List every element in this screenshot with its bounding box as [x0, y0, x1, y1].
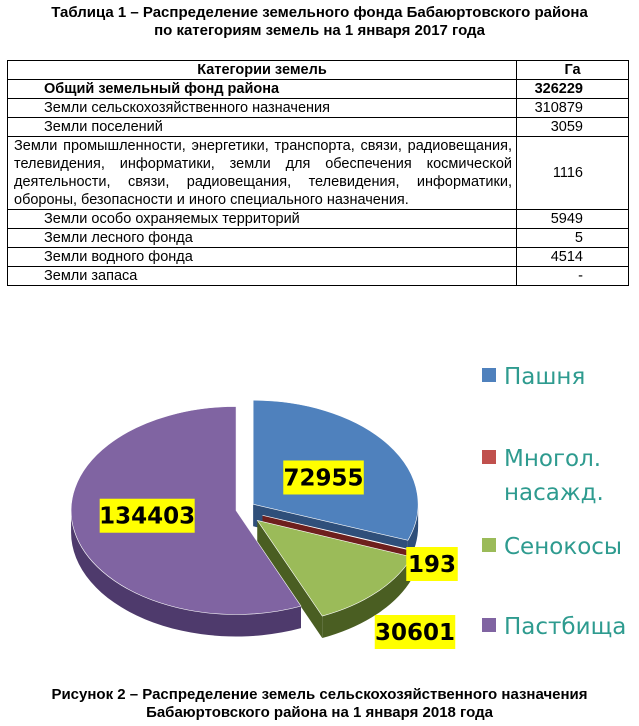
- legend-swatch-senokosy: [482, 538, 496, 552]
- table-caption: [0, 4, 639, 40]
- row-category: Земли лесного фонда: [8, 229, 517, 248]
- legend-label-pashnya: Пашня: [504, 364, 586, 390]
- row-value: 3059: [517, 118, 629, 137]
- figure-caption: [0, 686, 639, 722]
- table-caption-line1: Таблица 1 – Распределение земельного фонда Бабаюртовского района: [51, 4, 588, 21]
- table-row: [8, 99, 629, 118]
- table-caption-line2: по категориям земель на 1 января 2017 года: [154, 22, 485, 39]
- data-label-pashnya: 72955: [283, 465, 364, 492]
- data-label-mnogol-nasazhd: 193: [407, 552, 457, 578]
- figure-caption-line1: Рисунок 2 – Распределение земель сельскохозяйственного назначения: [51, 686, 588, 703]
- table-row: [8, 267, 629, 286]
- row-category: Земли промышленности, энергетики, транспорта, связи, радиовещания, телевидения, информатики, земли для обеспечения космической деятельности, связи, радиовещания, телевидения, информатики, обороны, безопасности и иного специального назначения.: [8, 137, 517, 210]
- row-value: 310879: [517, 99, 629, 118]
- row-category: Земли запаса: [8, 267, 517, 286]
- table-row: [8, 118, 629, 137]
- table-row: [8, 248, 629, 267]
- header-hectares: Га: [517, 61, 629, 80]
- row-value: 326229: [517, 80, 629, 99]
- row-value: 1116: [517, 137, 629, 210]
- row-category: Земли поселений: [8, 118, 517, 137]
- row-category: Общий земельный фонд района: [8, 80, 517, 99]
- header-category: Категории земель: [8, 61, 517, 80]
- data-label-senokosy: 30601: [374, 620, 456, 646]
- legend-label-senokosy: Сенокосы: [504, 534, 623, 560]
- legend-label-pastbishcha: Пастбища: [504, 614, 627, 640]
- legend-swatch-pashnya: [482, 368, 496, 382]
- pie-chart: [0, 364, 639, 680]
- row-category: Земли сельскохозяйственного назначения: [8, 99, 517, 118]
- chart-legend: [482, 364, 626, 640]
- legend-label-mnogol-nasazhd: Многол.: [504, 446, 602, 472]
- row-value: -: [517, 267, 629, 286]
- row-category: Земли водного фонда: [8, 248, 517, 267]
- legend-swatch-mnogol-nasazhd: [482, 450, 496, 464]
- table-row: [8, 229, 629, 248]
- table-row: [8, 137, 629, 210]
- row-value: 5949: [517, 210, 629, 229]
- row-value: 4514: [517, 248, 629, 267]
- row-category: Земли особо охраняемых территорий: [8, 210, 517, 229]
- figure-caption-line2: Бабаюртовского района на 1 января 2018 года: [146, 704, 493, 721]
- legend-swatch-pastbishcha: [482, 618, 496, 632]
- table-header-row: [8, 61, 629, 80]
- land-fund-table: [7, 60, 629, 286]
- table-row-total: [8, 80, 629, 99]
- row-value: 5: [517, 229, 629, 248]
- data-label-pastbishcha: 134403: [99, 503, 196, 530]
- table-row: [8, 210, 629, 229]
- legend-label-mnogol-nasazhd-line2: насажд.: [504, 480, 604, 506]
